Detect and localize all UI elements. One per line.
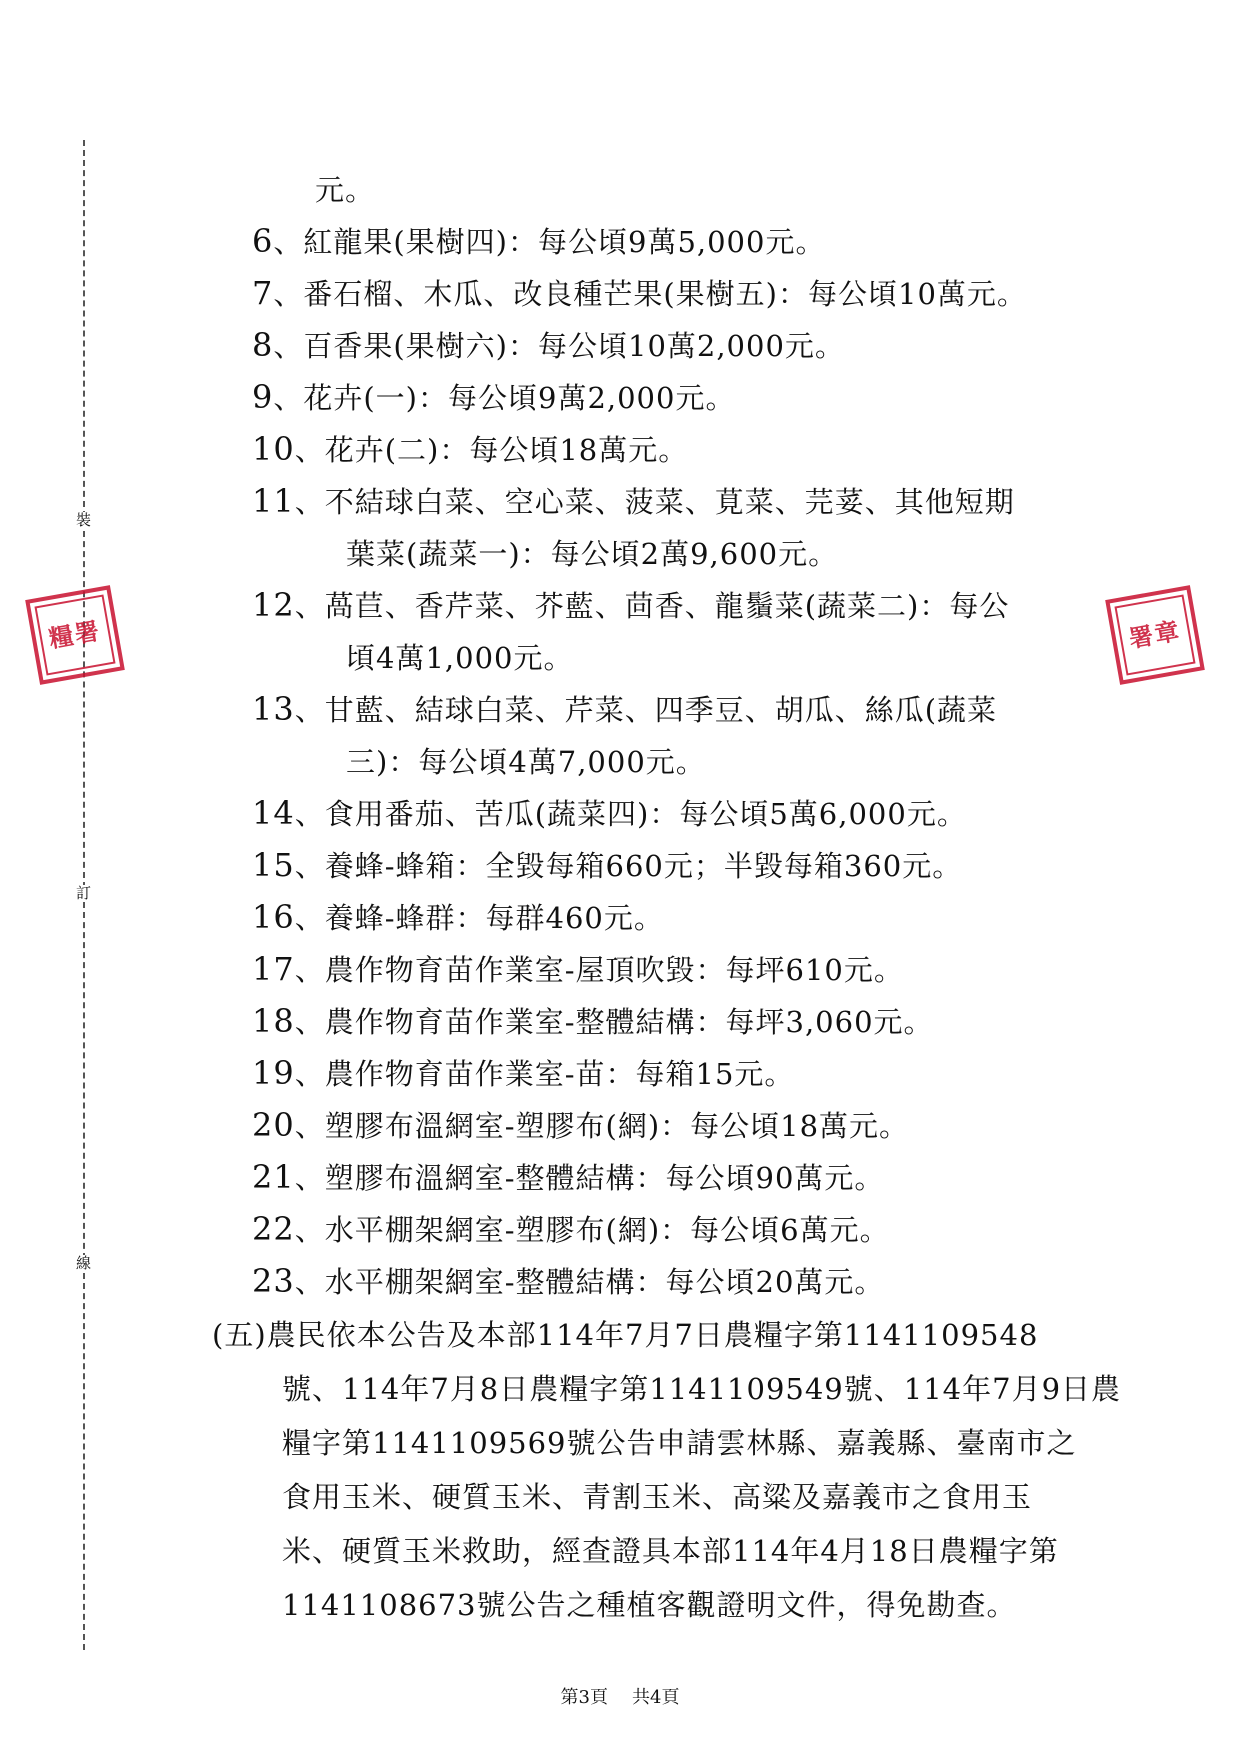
- item-number: 13: [252, 690, 295, 728]
- item-number: 17: [252, 950, 295, 988]
- paragraph-line: 食用玉米、硬質玉米、青割玉米、高粱及嘉義市之食用玉: [282, 1480, 1033, 1514]
- section-paragraph: (五)農民依本公告及本部114年7月7日農糧字第1141109548: [212, 1318, 1039, 1352]
- item-number: 6: [252, 222, 274, 260]
- binding-char-zhuang: 裝: [76, 511, 92, 529]
- page-footer: [0, 1683, 1240, 1709]
- list-item: 22、水平棚架網室-塑膠布(網)：每公頃6萬元。: [252, 1210, 890, 1248]
- page-total: 共4頁: [632, 1687, 680, 1708]
- seal-stamp-left-text: 糧署: [34, 594, 115, 675]
- list-item: 17、農作物育苗作業室-屋頂吹毀：每坪610元。: [252, 950, 904, 988]
- list-item: 9、花卉(一)：每公頃9萬2,000元。: [252, 378, 736, 416]
- list-item: 11、不結球白菜、空心菜、菠菜、莧菜、芫荽、其他短期: [252, 482, 1015, 520]
- list-item-continued: 葉菜(蔬菜一)：每公頃2萬9,600元。: [346, 537, 839, 571]
- list-item: 12、萵苣、香芹菜、芥藍、茴香、龍鬚菜(蔬菜二)：每公: [252, 586, 1010, 624]
- item-number: 10: [252, 430, 295, 468]
- binding-char-ding: 訂: [76, 884, 92, 902]
- seal-stamp-right-text: 署章: [1114, 594, 1195, 675]
- seal-stamp-left: [25, 585, 125, 685]
- text-line: 元。: [315, 173, 376, 207]
- list-item: 23、水平棚架網室-整體結構：每公頃20萬元。: [252, 1262, 885, 1300]
- item-number: 11: [252, 482, 295, 520]
- list-item: 8、百香果(果樹六)：每公頃10萬2,000元。: [252, 326, 845, 364]
- paragraph-line: 糧字第1141109569號公告申請雲林縣、嘉義縣、臺南市之: [282, 1426, 1077, 1460]
- item-number: 9: [252, 378, 274, 416]
- seal-stamp-right: [1105, 585, 1205, 685]
- list-item: 15、養蜂-蜂箱：全毀每箱660元；半毀每箱360元。: [252, 846, 963, 884]
- paragraph-line: 1141108673號公告之種植客觀證明文件，得免勘查。: [282, 1588, 1017, 1622]
- item-number: 8: [252, 326, 274, 364]
- item-number: 15: [252, 846, 295, 884]
- item-number: 19: [252, 1054, 295, 1092]
- list-item: 13、甘藍、結球白菜、芹菜、四季豆、胡瓜、絲瓜(蔬菜: [252, 690, 998, 728]
- list-item: 10、花卉(二)：每公頃18萬元。: [252, 430, 689, 468]
- item-number: 18: [252, 1002, 295, 1040]
- binding-char-xian: 線: [76, 1254, 92, 1272]
- item-number: 20: [252, 1106, 295, 1144]
- page-number: 第3頁: [560, 1687, 608, 1708]
- item-number: 7: [252, 274, 274, 312]
- item-number: 14: [252, 794, 295, 832]
- list-item: 16、養蜂-蜂群：每群460元。: [252, 898, 664, 936]
- paragraph-line: 米、硬質玉米救助，經查證具本部114年4月18日農糧字第: [282, 1534, 1059, 1568]
- list-item: 19、農作物育苗作業室-苗：每箱15元。: [252, 1054, 795, 1092]
- list-item: 18、農作物育苗作業室-整體結構：每坪3,060元。: [252, 1002, 934, 1040]
- list-item: 14、食用番茄、苦瓜(蔬菜四)：每公頃5萬6,000元。: [252, 794, 967, 832]
- paragraph-line: 號、114年7月8日農糧字第1141109549號、114年7月9日農: [282, 1372, 1122, 1406]
- list-item: 7、番石榴、木瓜、改良種芒果(果樹五)：每公頃10萬元。: [252, 274, 1027, 312]
- item-number: 23: [252, 1262, 295, 1300]
- list-item-continued: 頃4萬1,000元。: [346, 641, 574, 675]
- item-number: 21: [252, 1158, 295, 1196]
- list-item: 21、塑膠布溫網室-整體結構：每公頃90萬元。: [252, 1158, 885, 1196]
- list-item: 20、塑膠布溫網室-塑膠布(網)：每公頃18萬元。: [252, 1106, 910, 1144]
- item-number: 16: [252, 898, 295, 936]
- item-number: 12: [252, 586, 295, 624]
- list-item-continued: 三)：每公頃4萬7,000元。: [346, 745, 706, 779]
- item-number: 22: [252, 1210, 295, 1248]
- list-item: 6、紅龍果(果樹四)：每公頃9萬5,000元。: [252, 222, 826, 260]
